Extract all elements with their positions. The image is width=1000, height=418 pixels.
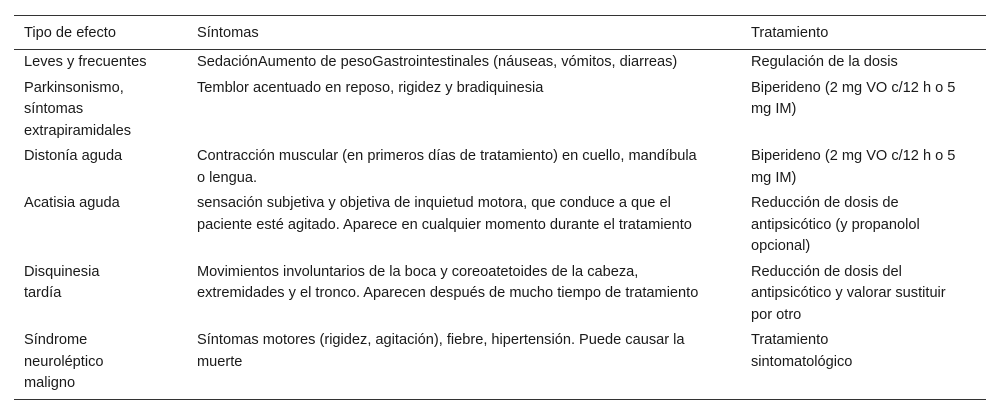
cell-treatment: Reducción de dosis del antipsicótico y valorar sustituir por otro [751, 263, 946, 323]
cell-type: Acatisia aguda [24, 195, 120, 211]
cell-treatment: Biperideno (2 mg VO c/12 h o 5 mg IM) [751, 79, 956, 117]
cell-type: Distonía aguda [24, 148, 123, 164]
side-effects-table [14, 15, 986, 400]
cell-symptoms: Temblor acentuado en reposo, rigidez y bradiquinesia [197, 79, 544, 96]
header-row [14, 16, 986, 50]
table-header [14, 16, 986, 50]
cell-type: Disquinesia tardía [24, 263, 100, 301]
cell-symptoms: SedaciónAumento de pesoGastrointestinales (náuseas, vómitos, diarreas) [197, 54, 678, 70]
cell-treatment: Reducción de dosis de antipsicótico (y propanolol opcional) [751, 195, 920, 254]
cell-treatment: Tratamiento sintomatológico [751, 332, 853, 370]
cell-symptoms: Contracción muscular (en primeros días de tratamiento) en cuello, mandíbula o lengua. [197, 148, 697, 186]
side-effects-table-container [14, 15, 986, 400]
cell-symptoms: sensación subjetiva y objetiva de inquietud motora, que conduce a que el paciente esté agitado. Aparece en cualquier momento durante el tratamiento [197, 195, 692, 233]
cell-treatment: Biperideno (2 mg VO c/12 h o 5 mg IM) [751, 148, 956, 186]
cell-type: Leves y frecuentes [24, 54, 147, 70]
table-row [14, 330, 986, 399]
table-row [14, 262, 986, 331]
table-row [14, 50, 986, 78]
table-body [14, 50, 986, 400]
cell-treatment: Regulación de la dosis [751, 54, 898, 70]
table-row [14, 146, 986, 193]
table-row [14, 193, 986, 262]
cell-type: Parkinsonismo, síntomas extrapiramidales [24, 79, 132, 139]
cell-type: Síndrome neuroléptico maligno [24, 332, 104, 391]
header-symptoms: Síntomas [197, 25, 259, 41]
cell-symptoms: Movimientos involuntarios de la boca y coreoatetoides de la cabeza, extremidades y el tronco. Aparecen después de mucho tiempo de tratamiento [197, 263, 699, 301]
header-treatment: Tratamiento [751, 25, 829, 41]
table-row [14, 78, 986, 147]
cell-symptoms: Síntomas motores (rigidez, agitación), fiebre, hipertensión. Puede causar la muerte [197, 332, 685, 370]
header-type: Tipo de efecto [24, 25, 116, 41]
